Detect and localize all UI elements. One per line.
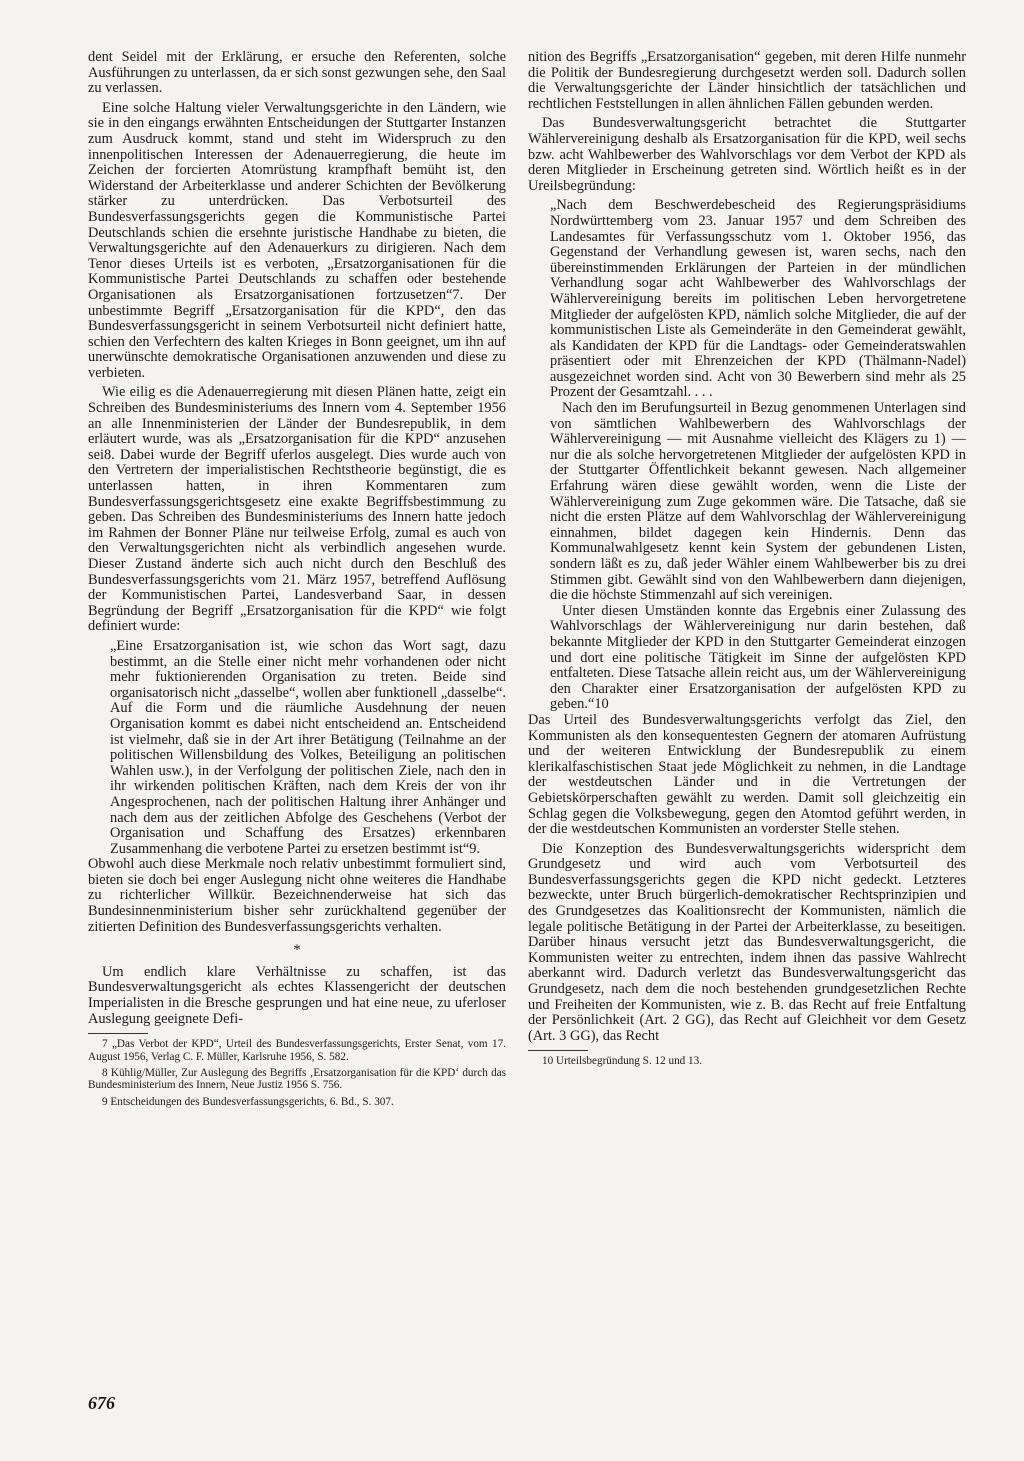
- paragraph: Um endlich klare Verhältnisse zu schaffen, ist das Bundesverwaltungsgericht als echtes Klassengericht der deutschen Imperialisten in die Bresche gesprungen und hat eine neue, zu uferloser Auslegung geeignete Defi-: [88, 963, 506, 1027]
- paragraph: dent Seidel mit der Erklärung, er ersuche den Referenten, solche Ausführungen zu unterlassen, da er sich sonst gezwungen sehe, den Saal zu verlassen.: [88, 49, 507, 97]
- paragraph: Wie eilig es die Adenauerregierung mit diesen Plänen hatte, zeigt ein Schreiben des Bundesministeriums des Innern vom 4. September 1956 an alle Innenministerien der Länder der Bundesrepublik, in dem erläutert wurde, was als „Ersatzorganisation für die KPD“ anzusehen sei8. Dabei wurde der Begriff uferlos ausgelegt. Dies wurde auch von den Vertretern der imperialistischen Rechtstheorie begünstigt, die es unterlassen hatten, in ihren Kommentaren zum Bundesverfassungsgerichtsgesetz eine exakte Begriffsbestimmung zu geben. Das Schreiben des Bundesministeriums des Innern hatte jedoch im Rahmen der Bonner Pläne nur teilweise Erfolg, zumal es auch von den Verwaltungsgerichten nicht als verbindlich angesehen wurde. Dieser Zustand änderte sich auch nicht durch den Beschluß des Bundesverfassungsgerichts vom 21. März 1957, betreffend Auflösung der Kommunistischen Partei, Landesverband Saar, in dessen Begründung der Begriff „Ersatzorganisation für die KPD“ wie folgt definiert wurde:: [88, 384, 506, 635]
- section-separator: *: [293, 942, 301, 959]
- quote-paragraph: Nach den im Berufungsurteil in Bezug genommenen Unterlagen sind von sämtlichen Wahlbewerbern des Wahlvorschlags der Wählervereinigung — mit Ausnahme vielleicht des Klägers zu 1) — nur die als solche hervorgetretenen Mitglieder der aufgelösten KPD in der Stuttgarter Öffentlichkeit bekannt gewesen. Nach allgemeiner Erfahrung wären diese gewählt worden, wenn die Liste der Wählervereinigung zum Zuge gekommen wäre. Die Tatsache, daß sie nicht die ersten Plätze auf dem Wahlvorschlag der Wählervereinigung einnahmen, bildet dagegen kein Hindernis. Denn das Kommunalwahlgesetz kennt kein System der gebundenen Listen, sondern läßt es zu, daß jeder Wähler einem Wahlbewerber bis zu drei Stimmen gibt. Gewählt sind von den Wahlbewerbern dann diejenigen, die die höchste Stimmenzahl auf sich vereinigen.: [550, 400, 966, 604]
- paragraph: Obwohl auch diese Merkmale noch relativ unbestimmt formuliert sind, bieten sie doch bei enger Auslegung nicht ohne weiteres die Handhabe zu richterlicher Willkür. Bezeichnenderweise hat sich das Bundesinnenministerium bisher sehr zurückhaltend gegenüber der zitierten Definition des Bundesverfassungsgerichts verhalten.: [88, 856, 506, 935]
- paragraph: Eine solche Haltung vieler Verwaltungsgerichte in den Ländern, wie sie in den eingangs erwähnten Entscheidungen der Stuttgarter Instanzen zum Ausdruck kommt, stand und steht im Widerspruch zu den innenpolitischen Interessen der Adenauerregierung, die heute im Zeichen der forcierten Atomrüstung krampfhaft bemüht ist, den Widerstand der Arbeiterklasse und anderer Schichten der Bevölkerung stärker zu unterdrücken. Das Verbotsurteil des Bundesverfassungsgerichts gegen die Kommunistische Partei Deutschlands schien die ersehnte juristische Handhabe zu bieten, die Verwaltungsgerichte auf den Adenauerkurs zu dirigieren. Nach dem Tenor dieses Urteils ist es verboten, „Ersatzorganisationen für die Kommunistische Partei Deutschlands zu schaffen oder bestehende Organisationen als Ersatzorganisationen fortzusetzen“7. Der unbestimmte Begriff „Ersatzorganisation für die KPD“, den das Bundesverfassungsgericht in seinem Verbotsurteil nicht definiert hatte, schien den Verfechtern des kalten Krieges in Bonn geeignet, um ihn auf unerwünschte demokratische Organisationen anzuwenden und diese zu verbieten.: [88, 99, 506, 381]
- right-column: [528, 50, 966, 1072]
- quote-paragraph: „Eine Ersatzorganisation ist, wie schon das Wort sagt, dazu bestimmt, an die Stelle einer nicht mehr vorhandenen oder nicht mehr fuktionierenden Organisation zu treten. Beide sind organisatorisch nicht „dasselbe“, wollen aber funktionell „dasselbe“. Auf die Form und die räumliche Ausdehnung der neuen Organisation kommt es dabei nicht entscheidend an. Entscheidend ist vielmehr, daß sie in der Art ihrer Betätigung (Teilnahme an der politischen Willensbildung des Volkes, Beteiligung an politischen Wahlen usw.), in der Verfolgung der politischen Ziele, nach den in ihr wirkenden politischen Kräften, nach dem Kreis der von ihr Angesprochenen, nach der politischen Haltung ihrer Anhänger und nach dem aus der zeitlichen Abfolge des Geschehens (Verbot der Organisation und Schaffung des Ersatzes) erkennbaren Zusammenhang die verbotene Partei zu ersetzen bestimmt ist“9.: [110, 637, 506, 857]
- block-quote: [110, 639, 506, 857]
- quote-paragraph: „Nach dem Beschwerdebescheid des Regierungspräsidiums Nordwürttemberg vom 23. Januar 1957 und dem Schreiben des Landesamtes für Verfassungsschutz vom 1. Oktober 1956, das Gegenstand der Verhandlung gewesen ist, waren sechs, nach den übereinstimmenden Erklärungen der Parteien in der mündlichen Verhandlung sogar acht Wahlbewerber des Wahlvorschlags der Wählervereinigung bereits im politischen Leben hervorgetretene Mitglieder der aufgelösten KPD, nämlich solche Mitglieder, die auf der kommunistischen Liste als Gemeinderäte in den Gemeinderat gewählt, als Kandidaten der KPD für die Landtags- oder Gemeinderatswahlen präsentiert oder mit Ehrenzeichen der KPD (Thälmann-Nadel) ausgezeichnet worden sind. Acht von 30 Bewerbern sind mehr als 25 Prozent der Gesamtzahl. . . .: [550, 197, 966, 401]
- paragraph: Das Urteil des Bundesverwaltungsgerichts verfolgt das Ziel, den Kommunisten als den konsequentesten Gegnern der atomaren Aufrüstung und der weiteren Entwicklung der Bundesrepublik zu einem klerikalfaschistischen Staat jede Möglichkeit zu nehmen, in die Landtage der westdeutschen Länder und in die Vertretungen der Gebietskörperschaften gewählt zu werden. Damit soll gleichzeitig ein Schlag gegen die Volksbewegung, gegen den Atomtod geführt werden, in der die westdeutschen Kommunisten an vorderster Stelle stehen.: [528, 711, 966, 838]
- footnote-rule: [88, 1033, 148, 1034]
- block-quote: [550, 198, 966, 713]
- footnote: 7 „Das Verbot der KPD“, Urteil des Bundesverfassungsgerichts, Erster Senat, vom 17. August 1956, Verlag C. F. Müller, Karlsruhe 1956, S. 582.: [88, 1038, 506, 1063]
- quote-paragraph: Unter diesen Umständen konnte das Ergebnis einer Zulassung des Wahlvorschlags der Wählervereinigung nur darin bestehen, daß bekannte Mitglieder der KPD in den Stuttgarter Gemeinderat einzogen und dort eine politische Tätigkeit im Sinne der aufgelösten KPD entfalteten. Diese Tatsache allein reicht aus, um der Wählervereinigung den Charakter einer Ersatzorganisation der aufgelösten KPD zu geben.“10: [550, 602, 966, 713]
- footnote: 8 Kühlig/Müller, Zur Auslegung des Begriffs ‚Ersatzorganisation für die KPD‘ durch das Bundesministerium des Innern, Neue Justiz 1956 S. 756.: [88, 1067, 506, 1092]
- page-number: 676: [88, 1393, 115, 1413]
- footnote: 9 Entscheidungen des Bundesverfassungsgerichts, 6. Bd., S. 307.: [102, 1095, 394, 1108]
- paragraph: nition des Begriffs „Ersatzorganisation“ gegeben, mit deren Hilfe nunmehr die Politik der Bundesregierung durchgesetzt werden soll. Dadurch sollen die Verwaltungsgerichte der Länder hinsichtlich der tatsächlichen und rechtlichen Feststellungen in allen ähnlichen Fällen gebunden werden.: [528, 49, 966, 112]
- paragraph: Das Bundesverwaltungsgericht betrachtet die Stuttgarter Wählervereinigung deshalb als Ersatzorganisation für die KPD, weil sechs bzw. acht Wahlbewerber des Wahlvorschlags vor dem Verbot der KPD als deren Mitglieder in Erscheinung getreten sind. Wörtlich heißt es in der Ureilsbegründung:: [528, 115, 966, 194]
- left-column: [88, 50, 506, 1112]
- footnote: 10 Urteilsbegründung S. 12 und 13.: [542, 1055, 703, 1068]
- footnote-rule: [528, 1050, 588, 1051]
- paragraph: Die Konzeption des Bundesverwaltungsgerichts widerspricht dem Grundgesetz und wird auch vom Verbotsurteil des Bundesverfassungsgerichts gegen die KPD nicht gedeckt. Letzteres bezweckte, unter Bruch bürgerlich-demokratischer Rechtsprinzipien und des Grundgesetzes das Koalitionsrecht der Kommunisten, nämlich die legale politische Betätigung in der Partei der Arbeiterklasse, zu beseitigen. Darüber hinaus versucht jetzt das Bundesverwaltungsgericht, die Kommunisten weiter zu entrechten, indem ihnen das passive Wahlrecht aberkannt wird. Dadurch verletzt das Bundesverwaltungsgericht das Grundgesetz, nach dem die noch bestehenden grundgesetzlichen Rechte und Freiheiten der Kommunisten, wie z. B. das Recht auf freie Entfaltung der Persönlichkeit (Art. 2 GG), das Recht auf Gleichheit vor dem Gesetz (Art. 3 GG), das Recht: [528, 840, 966, 1044]
